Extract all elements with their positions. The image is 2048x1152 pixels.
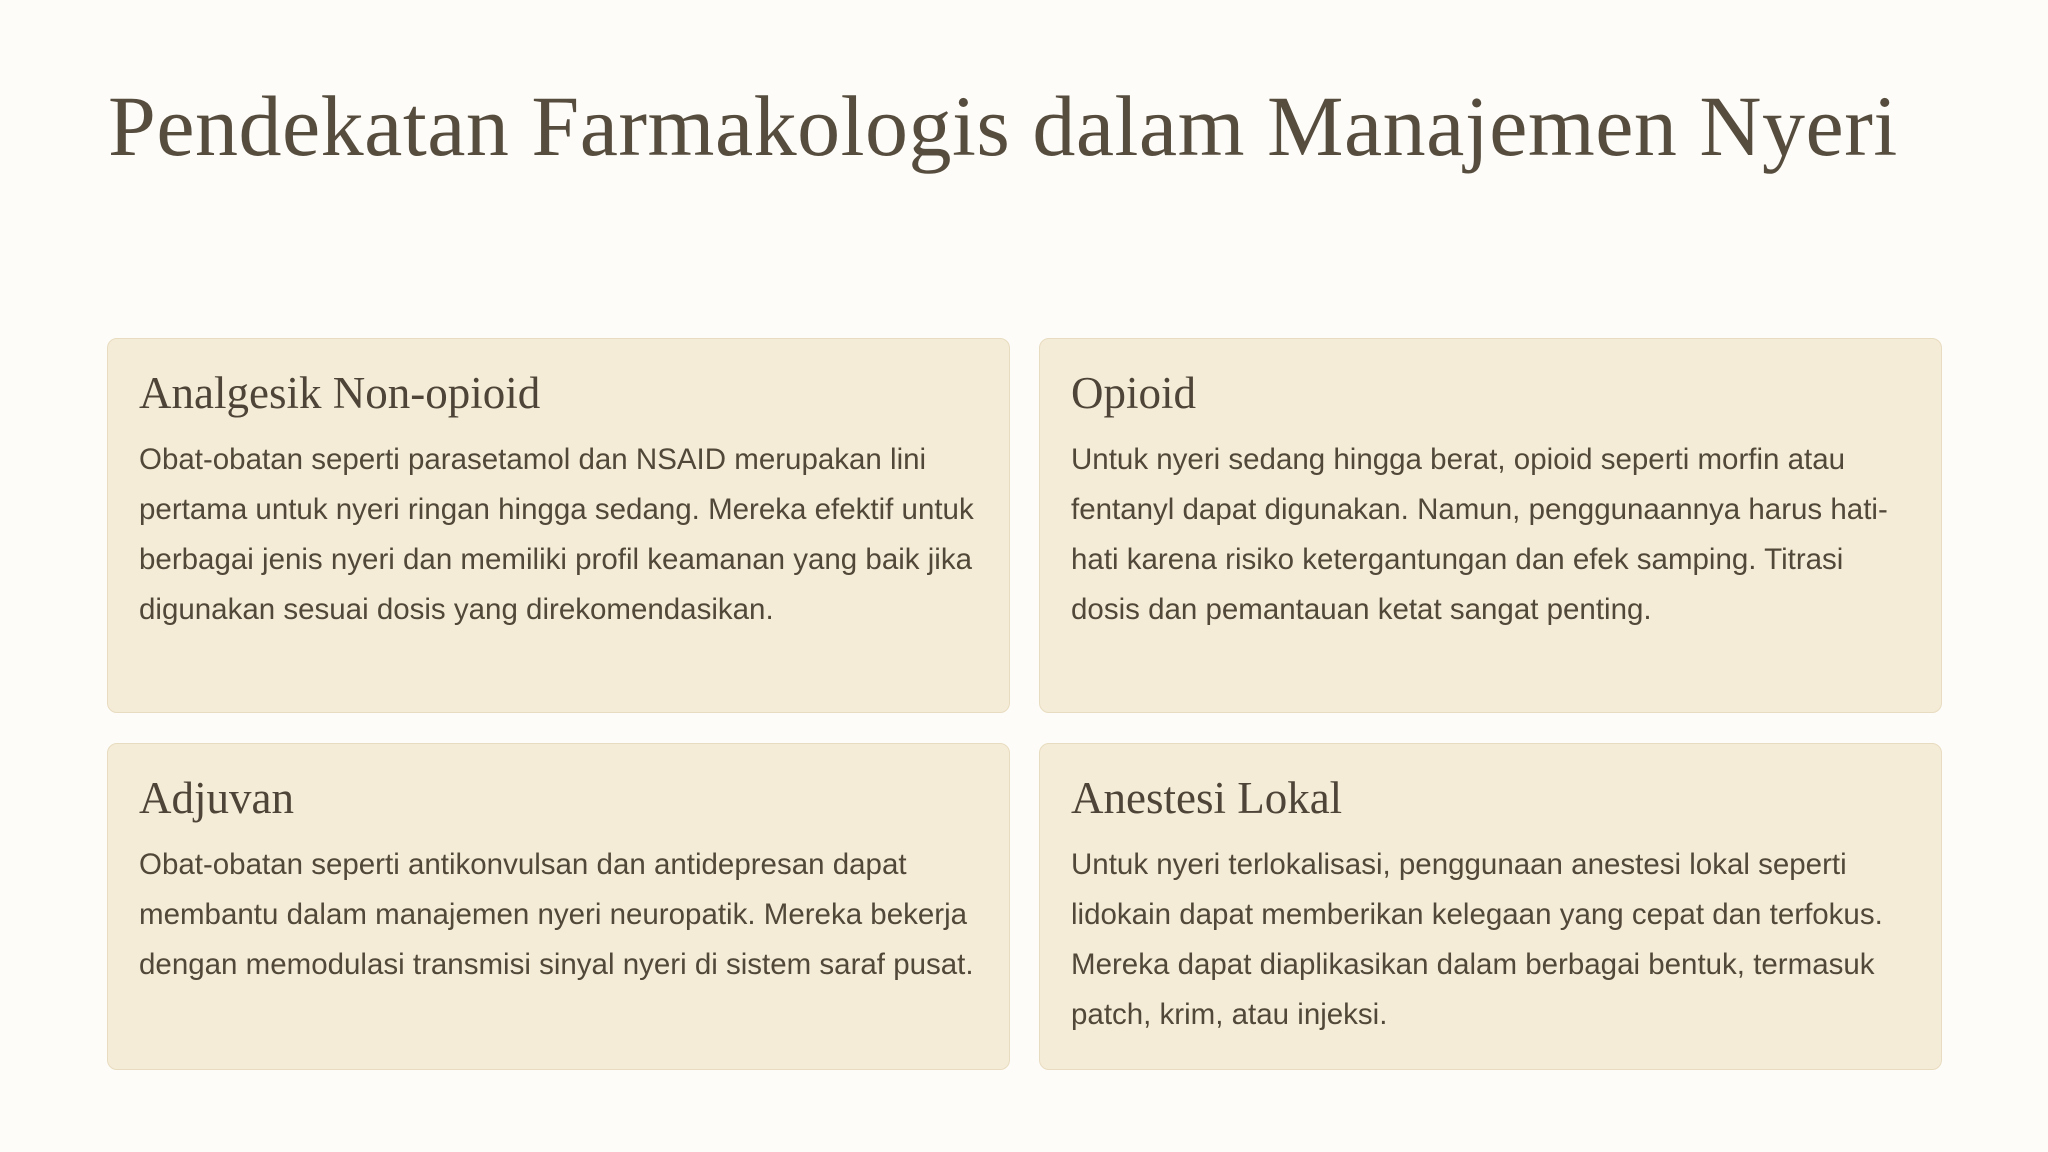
card-body: Obat-obatan seperti antikonvulsan dan antidepresan dapat membantu dalam manajemen nyeri neuropatik. Mereka bekerja dengan memodulasi transmisi sinyal nyeri di sistem saraf pusat. [139,848,974,981]
card-heading: Analgesik Non-opioid [139,368,541,418]
card-body: Untuk nyeri terlokalisasi, penggunaan anestesi lokal seperti lidokain dapat memberikan kelegaan yang cepat dan terfokus. Mereka dapat diaplikasikan dalam berbagai bentuk, termasuk patch, krim, atau injeksi. [1071,848,1883,1031]
card-adjuvant [107,743,1010,1070]
card-body: Untuk nyeri sedang hingga berat, opioid seperti morfin atau fentanyl dapat digunakan. Namun, penggunaannya harus hati-hati karena risiko ketergantungan dan efek samping. Titrasi dosis dan pemantauan ketat sangat penting. [1071,443,1888,626]
card-heading: Anestesi Lokal [1071,773,1343,823]
page-title: Pendekatan Farmakologis dalam Manajemen Nyeri [108,78,1898,174]
card-heading: Adjuvan [139,773,294,823]
card-non-opioid-analgesics [107,338,1010,713]
card-heading: Opioid [1071,368,1197,418]
card-opioid [1039,338,1942,713]
card-body: Obat-obatan seperti parasetamol dan NSAID merupakan lini pertama untuk nyeri ringan hingga sedang. Mereka efektif untuk berbagai jenis nyeri dan memiliki profil keamanan yang baik jika digunakan sesuai dosis yang direkomendasikan. [139,443,974,626]
card-local-anesthesia [1039,743,1942,1070]
